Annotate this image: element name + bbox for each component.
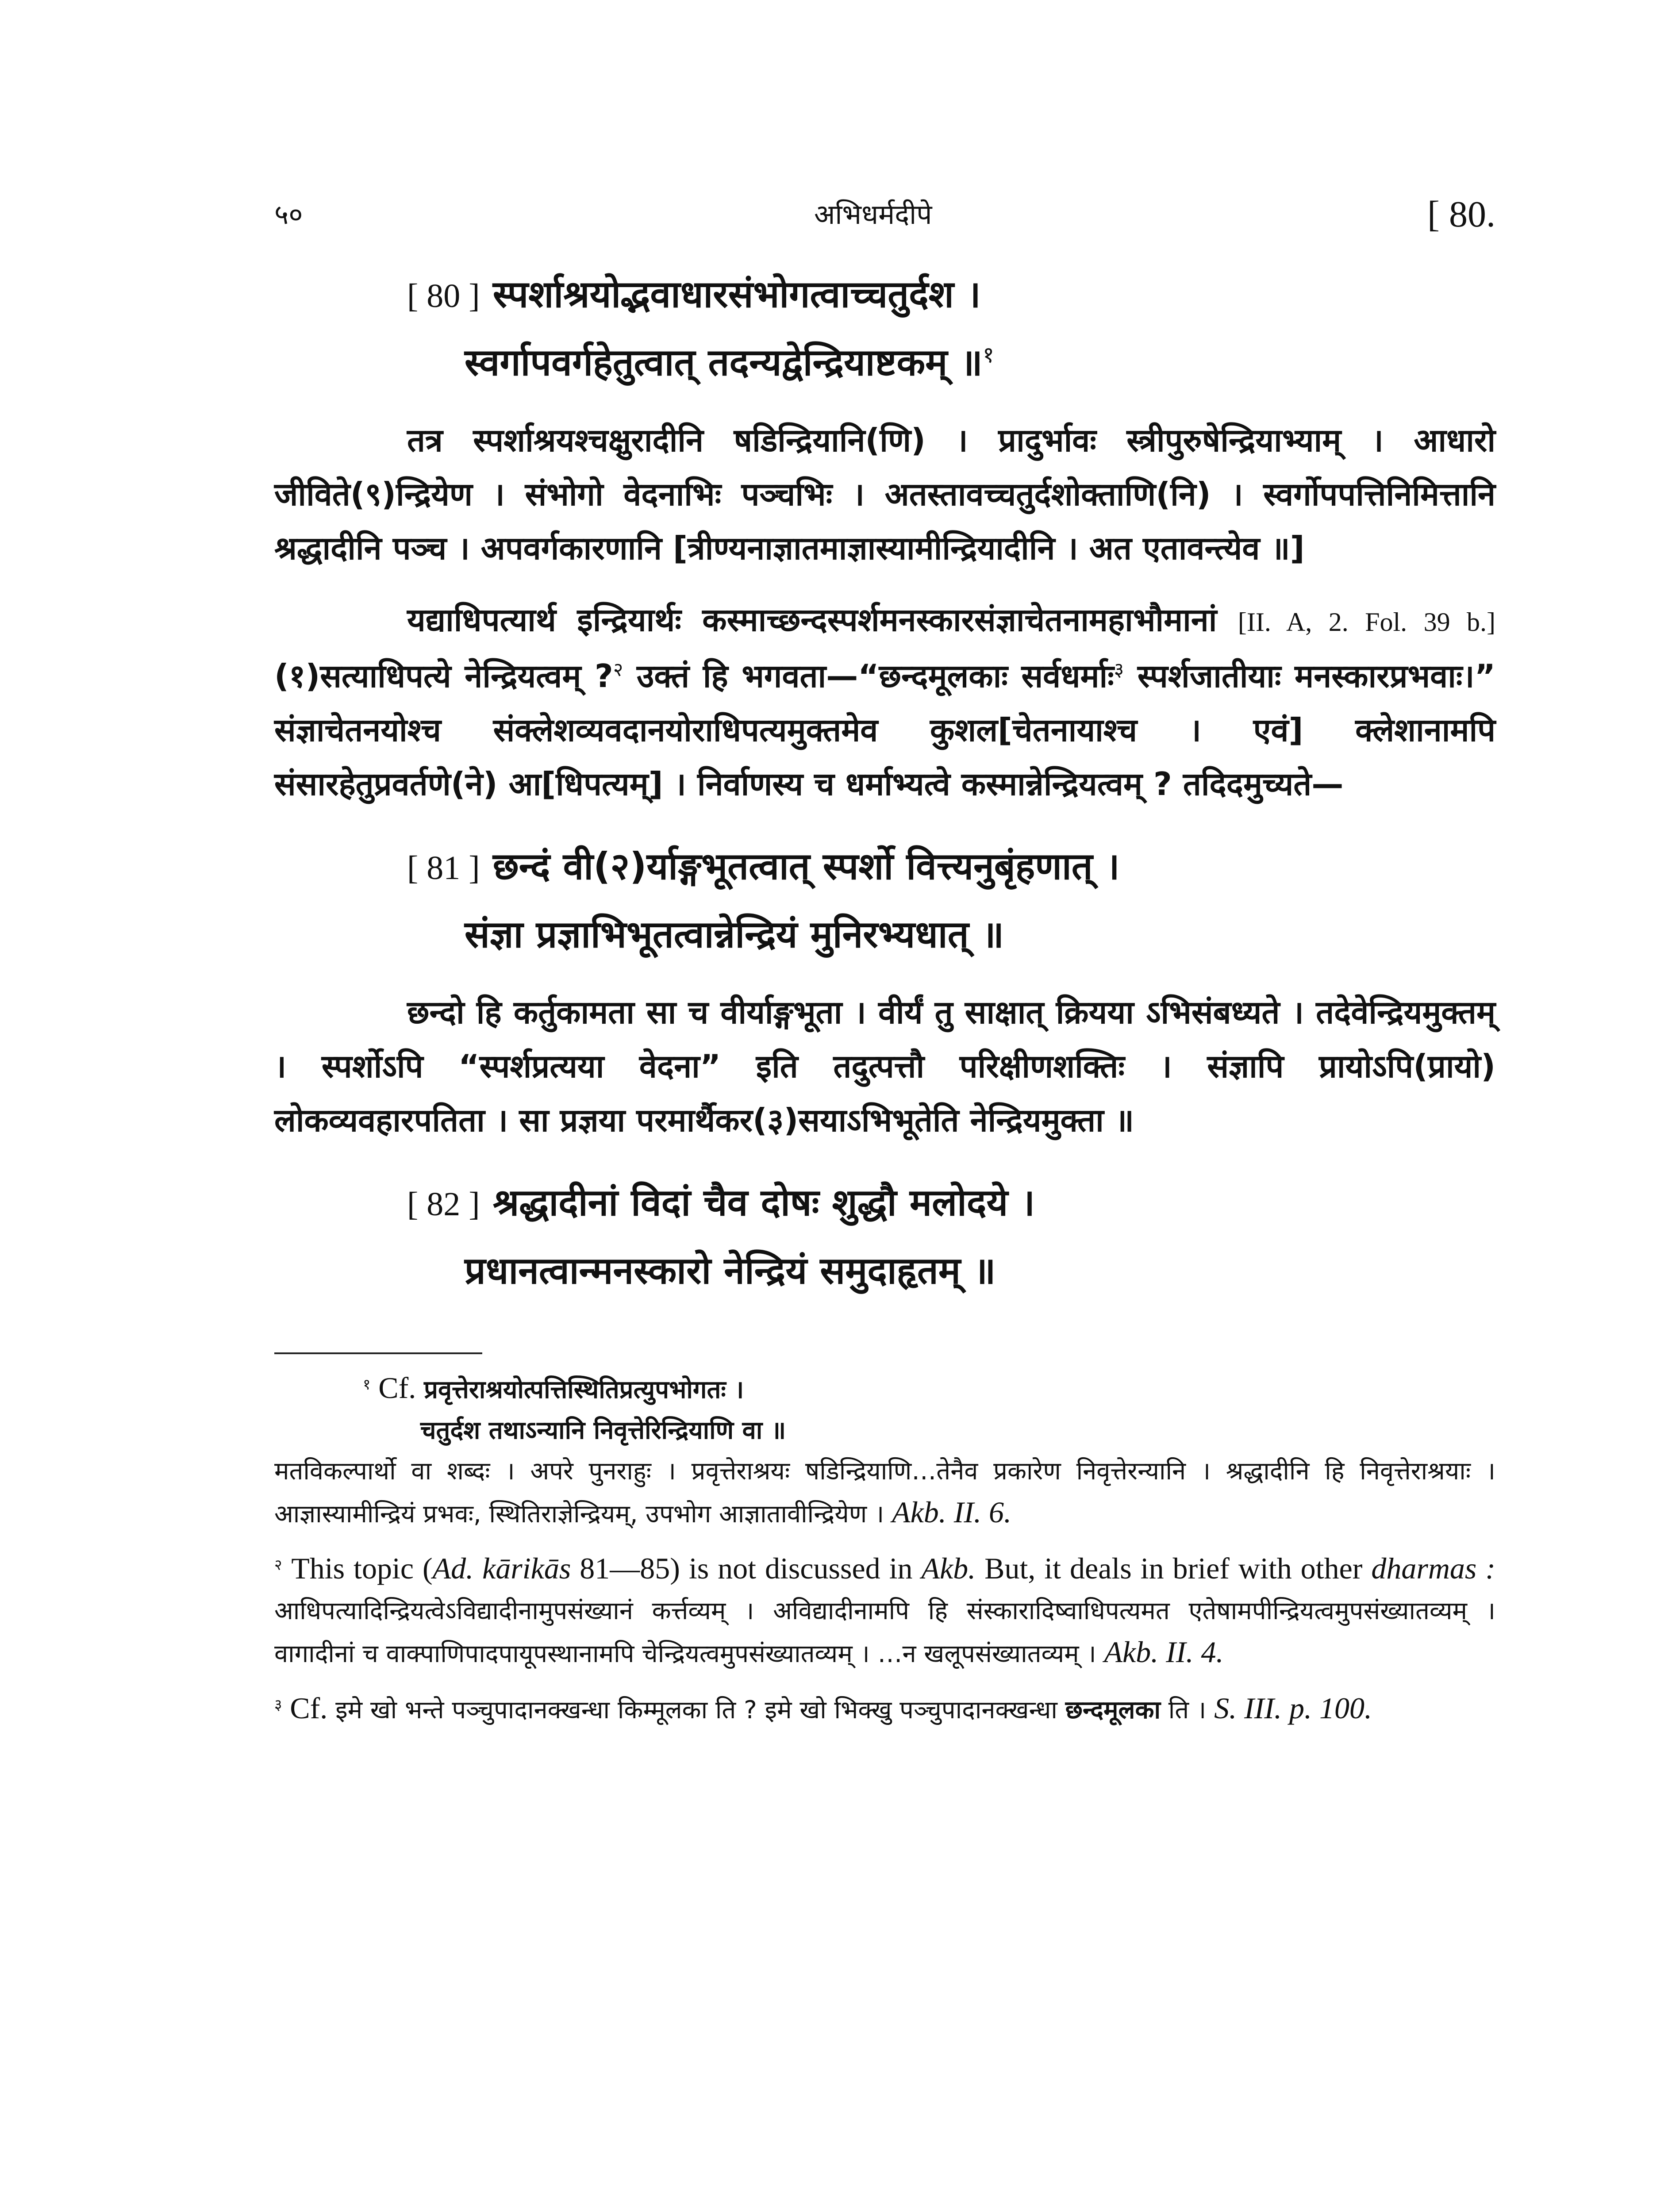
verse-82-number: [ 82 ] [407,1186,480,1223]
manuscript-folio-ref: [II. A, 2. Fol. 39 b.] [1238,607,1495,637]
running-title: अभिधर्मदीपे [814,198,932,230]
footnote-1 [274,1367,1495,1535]
running-head [274,190,1495,239]
commentary-paragraph-1: तत्र स्पर्शाश्रयश्चक्षुरादीनि षडिन्द्रियानि(णि) । प्रादुर्भावः स्त्रीपुरुषेन्द्रियाभ्याम् । आधारो जीविते(९)न्द्रियेण । संभोगो वेदनाभिः पञ्चभिः । अतस्तावच्चतुर्दशोक्ताणि(नि) । स्वर्गोपपत्तिनिमित्तानि श्रद्धादीनि पञ्च । अपवर्गकारणानि [त्रीण्यनाज्ञातमाज्ञास्यामीन्द्रियादीनि । अत एतावन्त्येव ॥] [274,422,1495,567]
commentary-paragraph-2: यद्याधिपत्यार्थ इन्द्रियार्थः कस्माच्छन्दस्पर्शमनस्कारसंज्ञाचेतनामहाभौमानां [II. A, 2. Fol. 39 b.] (१)सत्याधिपत्ये नेन्द्रियत्वम् ?$^२$ उक्तं हि भगवता—“छन्दमूलकाः सर्वधर्माः$^३$ स्पर्शजातीयाः मनस्कारप्रभवाः।” संज्ञाचेतनयोश्च संक्लेशव्यवदानयोराधिपत्यमुक्तमेव कुशल[चेतनायाश्च । एवं] क्लेशानामपि संसारहेतुप्रवर्तणे(ने) आ[धिपत्यम्] । निर्वाणस्य च धर्माभ्यत्वे कस्मान्नेन्द्रियत्वम् ? तदिदमुच्यते— [274,601,1495,803]
footnote-ref-3: ३ [1114,659,1124,681]
footnote-1-text: मतविकल्पार्थो वा शब्दः । अपरे पुनराहुः । प्रवृत्तेराश्रयः षडिन्द्रियाणि…तेनैव प्रकारेण निवृत्तेरन्यानि । श्रद्धादीनि हि निवृत्तेराश्रयाः । आज्ञास्यामीन्द्रियं प्रभवः, स्थितिराज्ञेन्द्रियम्, उपभोग आज्ञातावीन्द्रियेण । [274,1457,1495,1528]
section-marker: [ 80. [1427,194,1495,235]
commentary-paragraph-3: छन्दो हि कर्तुकामता सा च वीर्याङ्गभूता । वीर्यं तु साक्षात् क्रियया ऽभिसंबध्यते । तदेवेन्द्रियमुक्तम् । स्पर्शोऽपि “स्पर्शप्रत्यया वेदना” इति तदुत्पत्तौ परिक्षीणशक्तिः । संज्ञापि प्रायोऽपि(प्रायो) लोकव्यवहारपतिता । सा प्रज्ञया परमार्थैकर(३)सयाऽभिभूतेति नेन्द्रियमुक्ता ॥ [274,994,1495,1139]
verse-82-line-2: प्रधानत्वान्मनस्कारो नेन्द्रियं समुदाहृतम् ॥ [465,1249,996,1292]
verse-80 [274,261,1495,396]
footnote-1-verse-2: चतुर्दश तथाऽन्यानि निवृत्तेरिन्द्रियाणि वा ॥ [420,1416,786,1445]
verse-80-line-1: [ 80 ] स्पर्शाश्रयोद्भवाधारसंभोगत्वाच्चतुर्दश । [407,273,981,316]
verse-81 [274,833,1495,968]
footnote-3-ref: S. III. p. 100. [1214,1691,1372,1725]
book-page [274,190,1495,1731]
footnote-ref-1: १ [982,342,995,368]
footnote-divider [274,1352,482,1354]
footnote-2-ref: Akb. II. 4. [1104,1635,1224,1669]
verse-82 [274,1169,1495,1304]
verse-81-line-1: [ 81 ] छन्दं वी(२)र्याङ्गभूतत्वात् स्पर्शो वित्त्यनुबृंहणात् । [407,845,1120,888]
footnote-1-verse-1: $^१$ Cf. प्रवृत्तेराश्रयोत्पत्तिस्थितिप्रत्युपभोगतः । [363,1371,744,1405]
page-number: ५० [274,198,303,230]
footnote-2: $^२$ This topic (Ad. kārikās 81—85) is not discussed in Akb. But, it deals in brief with other dharmas : आधिपत्यादिन्द्रियत्वेऽविद्यादीनामुपसंख्यानं कर्त्तव्यम् । अविद्यादीनामपि हि संस्कारादिष्वाधिपत्यमत एतेषामपीन्द्रियत्वमुपसंख्यातव्यम् । वागादीनां च वाक्पाणिपादपायूपस्थानामपि चेन्द्रियत्वमुपसंख्यातव्यम् । …न खलूपसंख्यातव्यम् । Akb. II. 4. [274,1551,1495,1669]
footnote-3: $^३$ Cf. इमे खो भन्ते पञ्चुपादानक्खन्धा किम्मूलका ति ? इमे खो भिक्खु पञ्चुपादानक्खन्धा छन्दमूलका ति । S. III. p. 100. [274,1691,1372,1725]
verse-81-line-2: संज्ञा प्रज्ञाभिभूतत्वान्नेन्द्रियं मुनिरभ्यधात् ॥ [465,913,1004,956]
verse-81-number: [ 81 ] [407,849,480,887]
footnote-ref-2: २ [613,659,623,681]
verse-80-line-2: स्वर्गापवर्गहेतुत्वात् तदन्यद्वेन्द्रियाष्टकम् ॥$^१$ [465,341,995,384]
footnote-2-text: आधिपत्यादिन्द्रियत्वेऽविद्यादीनामुपसंख्यानं कर्त्तव्यम् । अविद्यादीनामपि हि संस्कारादिष्वाधिपत्यमत एतेषामपीन्द्रियत्वमुपसंख्यातव्यम् । वागादीनां च वाक्पाणिपादपायूपस्थानामपि चेन्द्रियत्वमुपसंख्यातव्यम् । …न खलूपसंख्यातव्यम् । [274,1597,1495,1668]
verse-80-number: [ 80 ] [407,277,480,315]
footnote-1-ref: Akb. II. 6. [892,1495,1012,1529]
verse-82-line-1: [ 82 ] श्रद्धादीनां विदां चैव दोषः शुद्धौ मलोदये । [407,1181,1035,1224]
